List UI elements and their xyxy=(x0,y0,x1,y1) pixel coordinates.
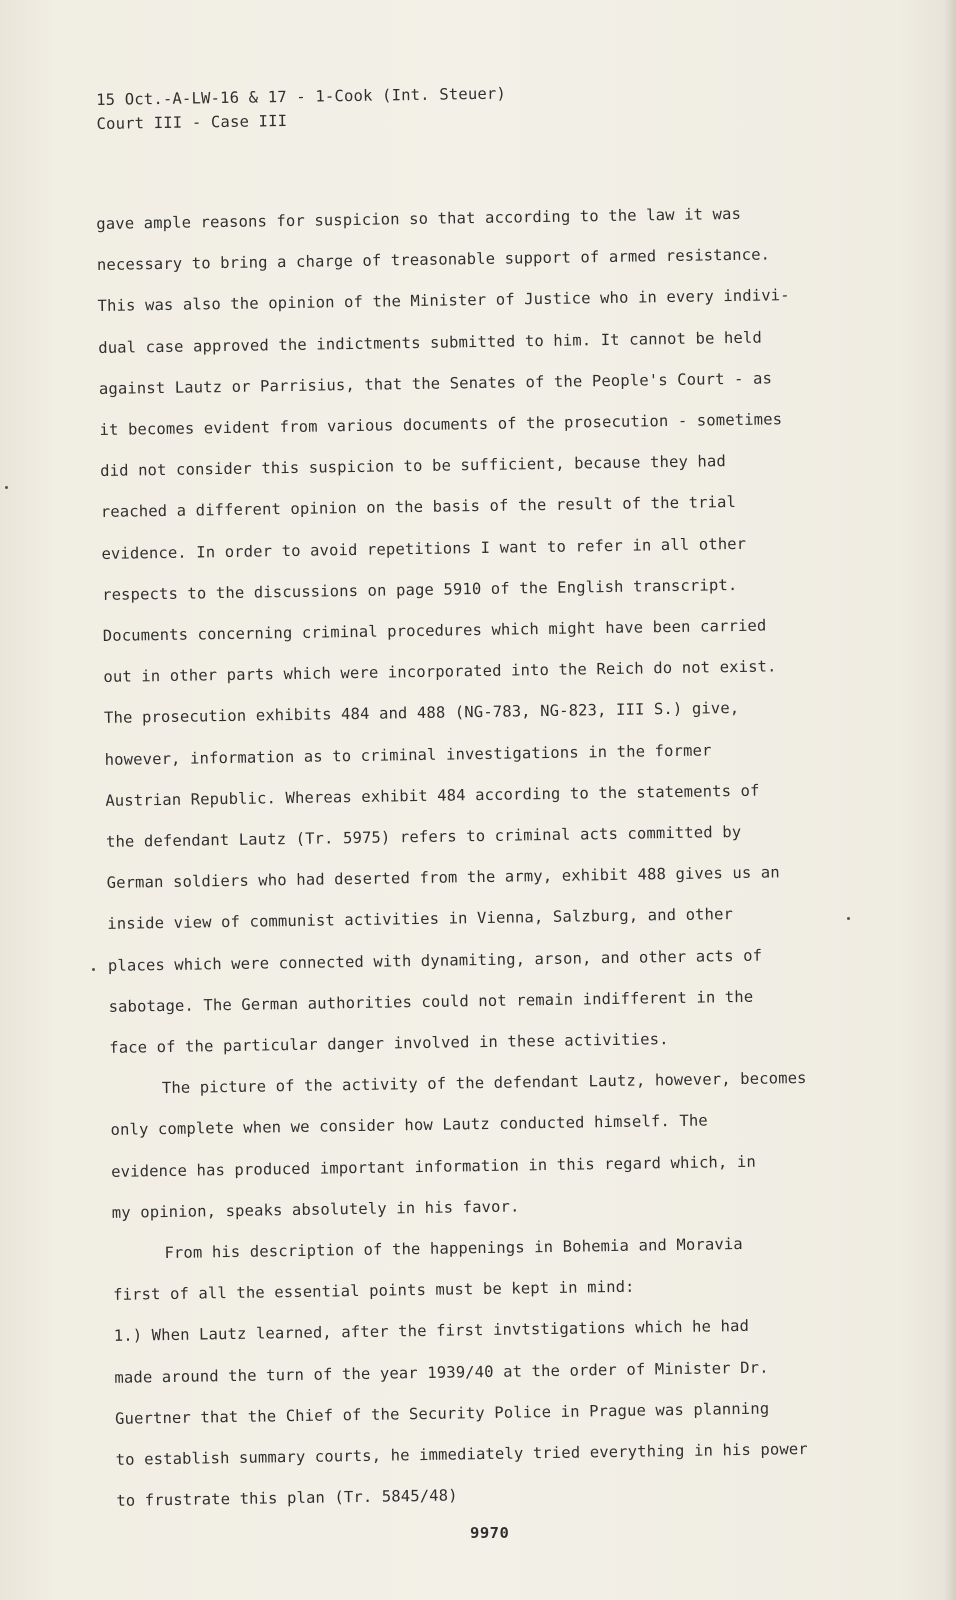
header-line-1: 15 Oct.-A-LW-16 & 17 - 1-Cook (Int. Steuer) xyxy=(96,84,507,109)
text-line: inside view of communist activities in Vienna, Salzburg, and other xyxy=(107,905,734,934)
text-line: face of the particular danger involved in these activities. xyxy=(109,1030,669,1057)
document-header xyxy=(96,82,507,136)
text-line: 1.) When Lautz learned, after the first invtstigations which he had xyxy=(113,1317,750,1346)
text-line: Austrian Republic. Whereas exhibit 484 according to the statements of xyxy=(105,781,760,810)
header-line-2: Court III - Case III xyxy=(96,112,288,133)
text-line: against Lautz or Parrisius, that the Senates of the People's Court - as xyxy=(98,369,773,398)
text-line: The prosecution exhibits 484 and 488 (NG-783, NG-823, III S.) give, xyxy=(103,699,740,728)
text-line: did not consider this suspicion to be sufficient, because they had xyxy=(100,452,727,481)
text-line: reached a different opinion on the basis of the result of the trial xyxy=(100,493,737,522)
text-line: to establish summary courts, he immediately tried everything in his power xyxy=(115,1440,808,1469)
text-line: German soldiers who had deserted from the army, exhibit 488 gives us an xyxy=(106,863,780,893)
paragraph-start-line: The picture of the activity of the defendant Lautz, however, becomes xyxy=(161,1069,807,1098)
text-line: made around the turn of the year 1939/40 at the order of Minister Dr. xyxy=(114,1358,769,1387)
text-line: places which were connected with dynamiting, arson, and other acts of xyxy=(107,946,763,975)
paper-speck xyxy=(847,917,850,920)
text-line: however, information as to criminal investigations in the former xyxy=(104,741,712,769)
text-line: it becomes evident from various documents of the prosecution - sometimes xyxy=(99,410,783,439)
text-line: my opinion, speaks absolutely in his favor. xyxy=(111,1197,520,1222)
text-line: only complete when we consider how Lautz conducted himself. The xyxy=(110,1111,708,1140)
text-line: gave ample reasons for suspicion so that according to the law it was xyxy=(96,204,742,233)
document-body xyxy=(96,192,877,1522)
text-line: out in other parts which were incorporated into the Reich do not exist. xyxy=(103,657,777,687)
paper-speck xyxy=(92,968,95,971)
text-line: first of all the essential points must be kept in mind: xyxy=(112,1277,635,1305)
text-line: Guertner that the Chief of the Security Police in Prague was planning xyxy=(114,1399,770,1428)
text-line: respects to the discussions on page 5910 of the English transcript. xyxy=(101,575,738,604)
text-line: to frustrate this plan (Tr. 5845/48) xyxy=(116,1486,458,1511)
text-line: Documents concerning criminal procedures which might have been carried xyxy=(102,616,767,645)
page-number: 9970 xyxy=(470,1524,510,1542)
text-line: the defendant Lautz (Tr. 5975) refers to criminal acts committed by xyxy=(105,822,742,851)
paragraph-start-line: From his description of the happenings in Bohemia and Moravia xyxy=(164,1235,743,1263)
text-line: evidence. In order to avoid repetitions I want to refer in all other xyxy=(101,534,747,563)
text-line: sabotage. The German authorities could not remain indifferent in the xyxy=(108,987,754,1016)
text-line: evidence has produced important information in this regard which, in xyxy=(111,1152,757,1181)
text-line: This was also the opinion of the Minister of Justice who in every indivi- xyxy=(97,286,790,316)
text-line: dual case approved the indictments submitted to him. It cannot be held xyxy=(98,328,763,357)
page-edge-shadow xyxy=(944,0,956,1600)
paper-speck xyxy=(5,486,8,489)
text-line: necessary to bring a charge of treasonable support of armed resistance. xyxy=(96,245,771,275)
